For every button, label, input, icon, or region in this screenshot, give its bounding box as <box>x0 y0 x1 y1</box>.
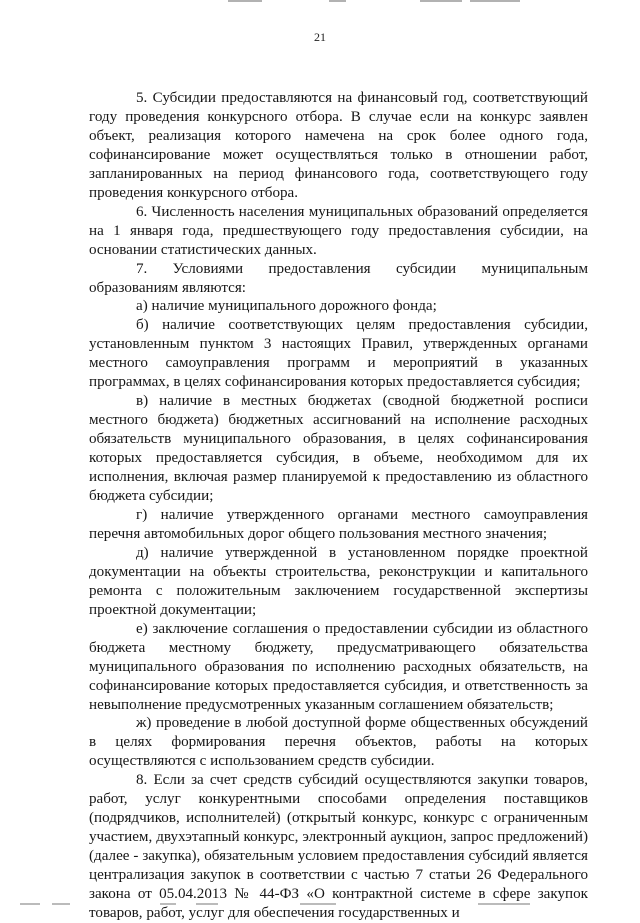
scan-edge-bottom <box>0 895 640 905</box>
scan-edge-top <box>0 0 640 10</box>
paragraph-7g: г) наличие утвержденного органами местного самоуправления перечня автомобильных дорог общего пользования местного значения; <box>89 506 588 542</box>
paragraph-7d: д) наличие утвержденной в установленном порядке проектной документации на объекты строительства, реконструкции и капитального ремонта с положительным заключением государственной экспертизы проектной документации; <box>89 544 588 618</box>
document-body <box>89 89 588 923</box>
paragraph-7e: е) заключение соглашения о предоставлении субсидии из областного бюджета местному бюджету, предусматривающего обязательства муниципального образования по исполнению расходных обязательств, на софинансирование которых предоставляется субсидия, и ответственность за невыполнение предусмотренных указанным соглашением обязательств; <box>89 620 588 713</box>
paragraph-6: 6. Численность населения муниципальных образований определяется на 1 января года, предшествующего году предоставления субсидии, на основании статистических данных. <box>89 203 588 258</box>
paragraph-7a: а) наличие муниципального дорожного фонда; <box>136 298 437 315</box>
paragraph-5: 5. Субсидии предоставляются на финансовый год, соответствующий году проведения конкурсного отбора. В случае если на конкурс заявлен объект, реализация которого намечена на срок более одного года, софинансирование может осуществляться только в отношении работ, запланированных на период финансового года, соответствующего году проведения конкурсного отбора. <box>89 90 588 201</box>
paragraph-7zh: ж) проведение в любой доступной форме общественных обсуждений в целях формирования перечня объектов, работы на которых осуществляются с использованием средств субсидии. <box>89 715 588 770</box>
paragraph-7v: в) наличие в местных бюджетах (сводной бюджетной росписи местного бюджета) бюджетных ассигнований на исполнение расходных обязательств муниципального образования, в целях софинансирования которых предоставляется субсидия, в объеме, необходимом для их исполнения, включая размер планируемой к предоставлению из областного бюджета субсидии; <box>89 393 588 505</box>
page-number: 21 <box>314 30 326 44</box>
paragraph-7b: б) наличие соответствующих целям предоставления субсидии, установленным пунктом 3 настоящих Правил, утвержденных органами местного самоуправления программ и мероприятий в указанных программах, в целях софинансирования которых предоставляется субсидия; <box>89 317 588 391</box>
paragraph-7: 7. Условиями предоставления субсидии муниципальным образованиям являются: <box>89 260 588 296</box>
paragraph-8: 8. Если за счет средств субсидий осуществляются закупки товаров, работ, услуг конкурентными способами определения поставщиков (подрядчиков, исполнителей) (открытый конкурс, конкурс с ограниченным участием, двухэтапный конкурс, электронный аукцион, запрос предложений) (далее - закупка), обязательным условием предоставления субсидий является централизация закупок в соответствии с частью 7 статьи 26 Федерального закона от 05.04.2013 № 44-ФЗ «О контрактной системе в сфере закупок товаров, работ, услуг для обеспечения государственных и <box>89 772 588 921</box>
